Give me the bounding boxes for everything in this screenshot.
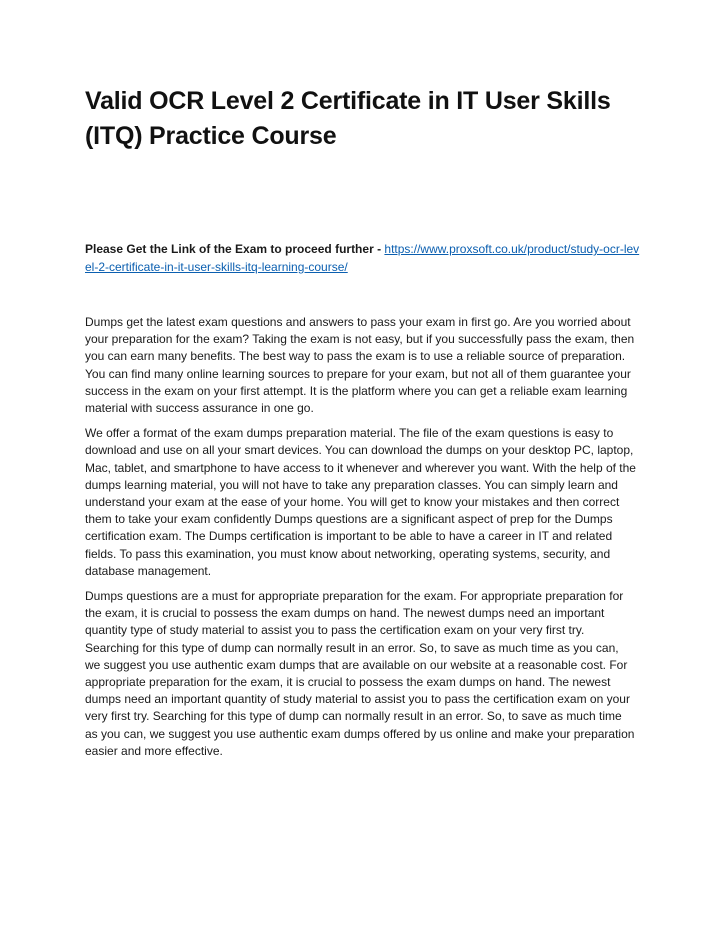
page-title-line-1: Valid OCR Level 2 Certificate in IT User Skills — [85, 87, 611, 115]
exam-link[interactable]: https://www.proxsoft.co.uk/product/study-ocr-level-2-certificate-in-it-user-skills-itq-learning-course/ — [85, 242, 640, 274]
page-title-line-2: (ITQ) Practice Course — [85, 122, 337, 150]
page-title — [85, 84, 645, 154]
link-lead-text: Please Get the Link of the Exam to proceed further - — [85, 242, 385, 256]
exam-link-section — [85, 240, 645, 276]
document-body — [85, 314, 637, 768]
document-header — [85, 84, 645, 154]
paragraph-3: Dumps questions are a must for appropriate preparation for the exam. For appropriate preparation for the exam, it is crucial to possess the exam dumps on hand. The newest dumps need an important quantity type of study material to assist you to pass the certification exam on your very first try. Searching for this type of dump can normally result in an error. So, to save as much time as you can, we suggest you use authentic exam dumps that are available on our website at a reasonable cost. For appropriate preparation for the exam, it is crucial to possess the exam dumps on hand. The newest dumps need an important quantity of study material to assist you to pass the certification exam on your very first try. Searching for this type of dump can normally result in an error. So, to save as much time as you can, we suggest you use authentic exam dumps offered by us online and make your preparation easier and more effective. — [85, 589, 635, 758]
paragraph-1: Dumps get the latest exam questions and answers to pass your exam in first go. Are you worried about your preparation for the exam? Taking the exam is not easy, but if you successfully pass the exam, then you can earn many benefits. The best way to pass the exam is to use a reliable source of preparation. You can find many online learning sources to prepare for your exam, but not all of them guarantee your success in the exam on your first attempt. It is the platform where you can get a reliable exam learning material with success assurance in one go. — [85, 315, 635, 416]
paragraph-2: We offer a format of the exam dumps preparation material. The file of the exam questions is easy to download and use on all your smart devices. You can download the dumps on your desktop PC, laptop, Mac, tablet, and smartphone to have access to it whenever and wherever you want. With the help of the dumps learning material, you will not have to take any preparation classes. You can simply learn and understand your exam at the ease of your home. You will get to know your mistakes and then correct them to take your exam confidently Dumps questions are a significant aspect of prep for the Dumps certification exam. The Dumps certification is important to be able to have a career in IT and related fields. To pass this examination, you must know about networking, operating systems, security, and database management. — [85, 426, 636, 578]
